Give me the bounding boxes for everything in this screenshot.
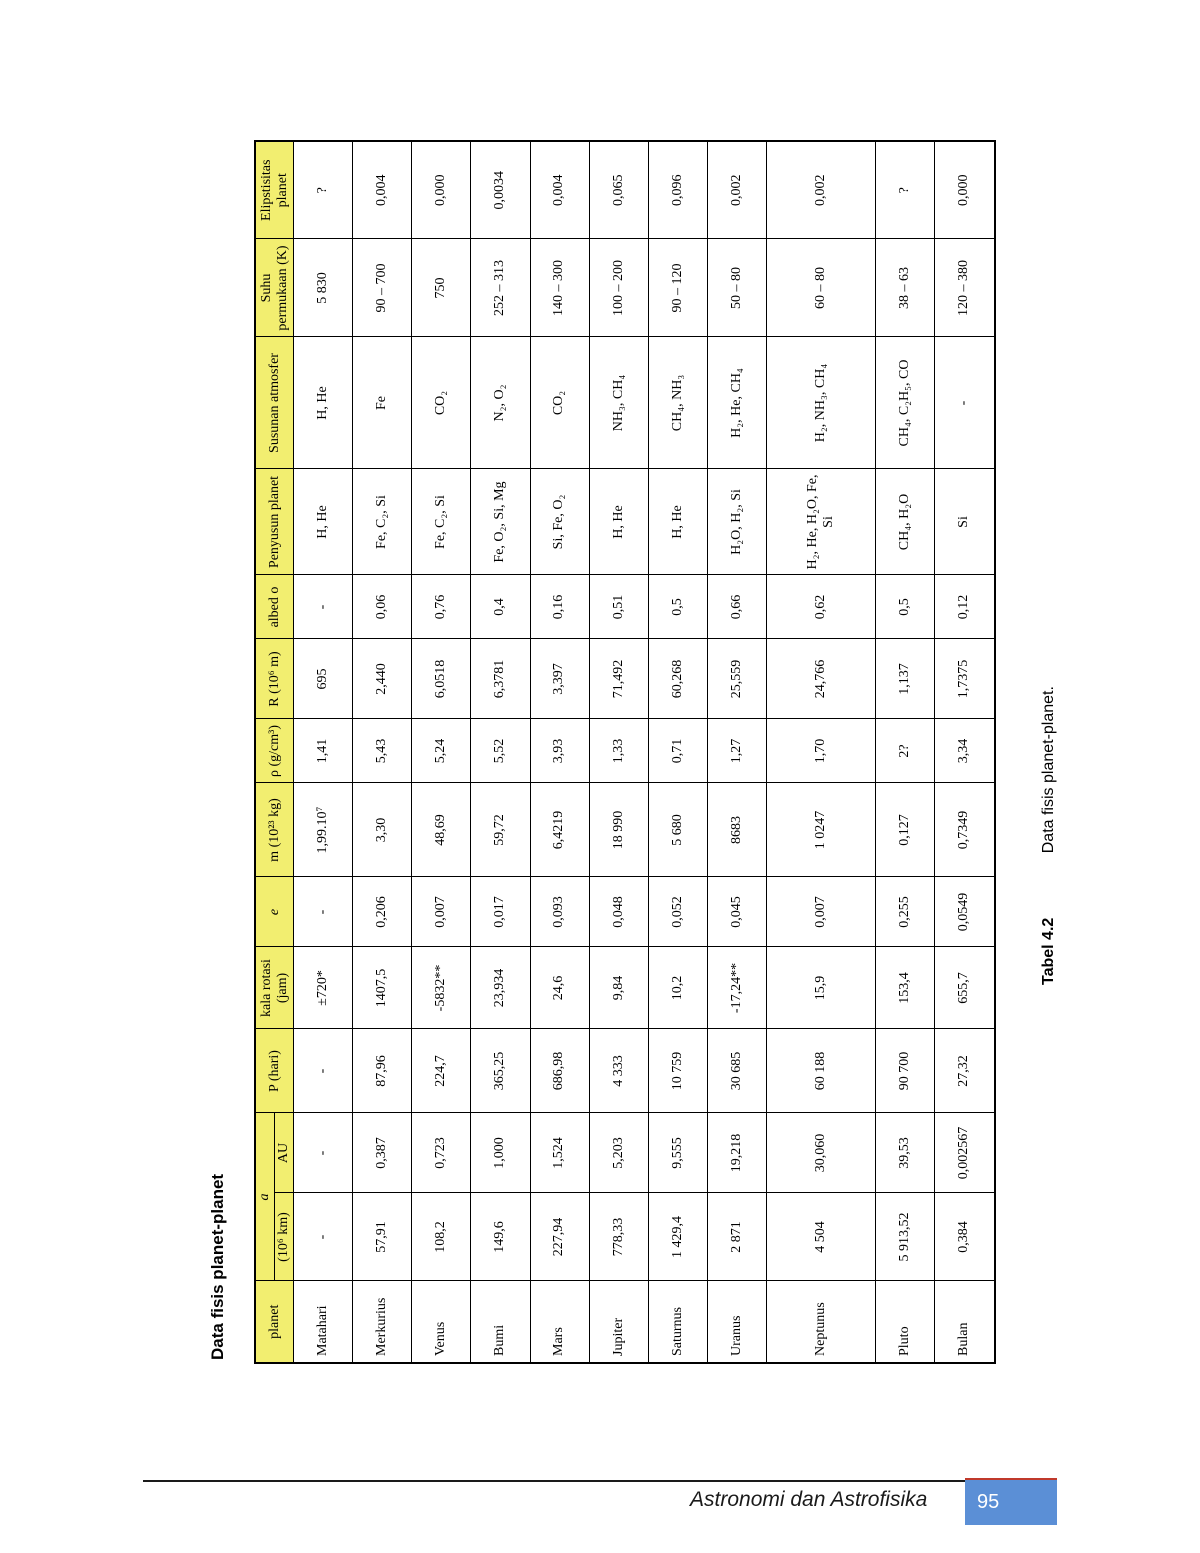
table-cell: 0,052	[648, 877, 707, 947]
table-cell: H₂, He, H₂O, Fe, Si	[766, 469, 875, 575]
table-body	[294, 141, 995, 1363]
table-row	[766, 141, 875, 1363]
table-cell: 6,3781	[471, 639, 530, 719]
table-cell: ?	[294, 141, 353, 239]
table-cell: 3,397	[530, 639, 589, 719]
page-number: 95	[965, 1480, 1057, 1525]
table-cell: -	[294, 1113, 353, 1193]
planet-name-cell: Pluto	[875, 1281, 934, 1363]
table-cell: H₂, He, CH₄	[707, 337, 766, 469]
table-cell: 39,53	[875, 1113, 934, 1193]
table-cell: NH₃, CH₄	[589, 337, 648, 469]
table-cell: 9,555	[648, 1113, 707, 1193]
table-cell: 1,524	[530, 1113, 589, 1193]
table-cell: -	[934, 337, 995, 469]
table-cell: H, He	[294, 469, 353, 575]
header-period: P (hari)	[255, 1029, 294, 1113]
table-cell: 2?	[875, 719, 934, 783]
table-cell: 0,723	[412, 1113, 471, 1193]
table-cell: 5,52	[471, 719, 530, 783]
table-cell: H₂, NH₃, CH₄	[766, 337, 875, 469]
table-cell: 0,62	[766, 575, 875, 639]
header-radius: R (10⁶ m)	[255, 639, 294, 719]
table-cell: 27,32	[934, 1029, 995, 1113]
table-cell: 365,25	[471, 1029, 530, 1113]
table-row	[471, 141, 530, 1363]
table-cell: 1,000	[471, 1113, 530, 1193]
table-cell: H, He	[294, 337, 353, 469]
table-cell: N₂, O₂	[471, 337, 530, 469]
table-cell: 0,0034	[471, 141, 530, 239]
table-cell: 5 913,52	[875, 1193, 934, 1281]
table-cell: 1 0247	[766, 783, 875, 877]
table-cell: 8683	[707, 783, 766, 877]
table-cell: 4 333	[589, 1029, 648, 1113]
table-cell: 1,27	[707, 719, 766, 783]
table-cell: 3,93	[530, 719, 589, 783]
table-cell: 0,206	[353, 877, 412, 947]
table-cell: 0,017	[471, 877, 530, 947]
table-cell: 153,4	[875, 947, 934, 1029]
table-cell: 57,91	[353, 1193, 412, 1281]
table-cell: 108,2	[412, 1193, 471, 1281]
table-row	[648, 141, 707, 1363]
table-cell: 38 – 63	[875, 239, 934, 337]
header-composition: Penyusun planet	[255, 469, 294, 575]
table-cell: 695	[294, 639, 353, 719]
table-cell: 5,43	[353, 719, 412, 783]
table-cell: 0,065	[589, 141, 648, 239]
table-cell: 655,7	[934, 947, 995, 1029]
planet-name-cell: Merkurius	[353, 1281, 412, 1363]
table-row	[707, 141, 766, 1363]
table-cell: 0,0549	[934, 877, 995, 947]
table-row	[589, 141, 648, 1363]
table-cell: -17,24**	[707, 947, 766, 1029]
table-cell: 15,9	[766, 947, 875, 1029]
table-cell: 2 871	[707, 1193, 766, 1281]
table-cell: Si, Fe, O₂	[530, 469, 589, 575]
table-cell: 227,94	[530, 1193, 589, 1281]
table-cell: 60 188	[766, 1029, 875, 1113]
table-cell: 149,6	[471, 1193, 530, 1281]
caption-text: Data fisis planet-planet.	[1040, 686, 1057, 854]
table-cell: 24,6	[530, 947, 589, 1029]
table-cell: 1,41	[294, 719, 353, 783]
table-cell: -	[294, 1193, 353, 1281]
table-cell: 4 504	[766, 1193, 875, 1281]
table-cell: 0,127	[875, 783, 934, 877]
table-cell: -	[294, 575, 353, 639]
table-cell: 6,0518	[412, 639, 471, 719]
table-cell: 9,84	[589, 947, 648, 1029]
table-cell: 87,96	[353, 1029, 412, 1113]
table-cell: 0,000	[934, 141, 995, 239]
table-row	[875, 141, 934, 1363]
table-cell: 30 685	[707, 1029, 766, 1113]
table-cell: 0,002567	[934, 1113, 995, 1193]
table-row	[294, 141, 353, 1363]
table-cell: 5,24	[412, 719, 471, 783]
table-cell: 686,98	[530, 1029, 589, 1113]
table-cell: 224,7	[412, 1029, 471, 1113]
table-cell: CO₂	[412, 337, 471, 469]
table-cell: -	[294, 877, 353, 947]
table-cell: 25,559	[707, 639, 766, 719]
table-cell: 1,70	[766, 719, 875, 783]
table-cell: Si	[934, 469, 995, 575]
table-cell: -5832**	[412, 947, 471, 1029]
table-cell: 19,218	[707, 1113, 766, 1193]
table-cell: -	[294, 1029, 353, 1113]
table-cell: 1,137	[875, 639, 934, 719]
header-density: ρ (g/cm³)	[255, 719, 294, 783]
planet-name-cell: Neptunus	[766, 1281, 875, 1363]
table-cell: 120 – 380	[934, 239, 995, 337]
table-cell: 3,30	[353, 783, 412, 877]
header-planet: planet	[255, 1281, 294, 1363]
header-a-au: AU	[275, 1113, 294, 1193]
header-temperature: Suhu permukaan (K)	[255, 239, 294, 337]
table-cell: 5,203	[589, 1113, 648, 1193]
table-cell: 3,34	[934, 719, 995, 783]
header-row-1	[255, 141, 275, 1363]
table-cell: 1407,5	[353, 947, 412, 1029]
footer-book-title: Astronomi dan Astrofisika	[690, 1488, 928, 1511]
table-cell: 90 – 120	[648, 239, 707, 337]
table-cell: 1,7375	[934, 639, 995, 719]
table-cell: 6,4219	[530, 783, 589, 877]
header-albedo: albed o	[255, 575, 294, 639]
table-cell: H, He	[648, 469, 707, 575]
table-cell: 0,255	[875, 877, 934, 947]
table-cell: 0,66	[707, 575, 766, 639]
table-cell: 1,99.10⁷	[294, 783, 353, 877]
header-eccentricity: e	[255, 877, 294, 947]
table-cell: 5 830	[294, 239, 353, 337]
table-cell: 71,492	[589, 639, 648, 719]
table-cell: 0,5	[875, 575, 934, 639]
table-cell: 10 759	[648, 1029, 707, 1113]
table-cell: 0,045	[707, 877, 766, 947]
table-cell: 0,007	[412, 877, 471, 947]
table-cell: 778,33	[589, 1193, 648, 1281]
footer-rule	[143, 1480, 965, 1482]
table-cell: 0,004	[530, 141, 589, 239]
table-cell: 0,12	[934, 575, 995, 639]
header-atmosphere: Susunan atmosfer	[255, 337, 294, 469]
table-cell: 0,000	[412, 141, 471, 239]
table-cell: Fe	[353, 337, 412, 469]
planet-name-cell: Bulan	[934, 1281, 995, 1363]
planet-name-cell: Bumi	[471, 1281, 530, 1363]
table-cell: 0,096	[648, 141, 707, 239]
table-cell: CH₄, C₂H₅, CO	[875, 337, 934, 469]
planet-name-cell: Venus	[412, 1281, 471, 1363]
table-cell: 5 680	[648, 783, 707, 877]
table-cell: 0,76	[412, 575, 471, 639]
table-cell: 90 700	[875, 1029, 934, 1113]
header-a: a	[255, 1113, 275, 1281]
header-ellipticity: Elipstisitas planet	[255, 141, 294, 239]
table-cell: 48,69	[412, 783, 471, 877]
table-cell: CH₄, NH₃	[648, 337, 707, 469]
table-cell: 750	[412, 239, 471, 337]
planet-data-table-container	[254, 146, 996, 1364]
table-row	[934, 141, 995, 1363]
table-cell: 59,72	[471, 783, 530, 877]
table-caption	[1040, 686, 1058, 985]
table-cell: 0,004	[353, 141, 412, 239]
table-row	[412, 141, 471, 1363]
planet-name-cell: Uranus	[707, 1281, 766, 1363]
table-cell: 60,268	[648, 639, 707, 719]
planet-data-table	[254, 140, 996, 1364]
table-cell: CO₂	[530, 337, 589, 469]
table-cell: 1 429,4	[648, 1193, 707, 1281]
table-cell: 1,33	[589, 719, 648, 783]
table-cell: 140 – 300	[530, 239, 589, 337]
table-cell: 60 – 80	[766, 239, 875, 337]
table-cell: 0,16	[530, 575, 589, 639]
table-cell: 0,002	[707, 141, 766, 239]
planet-name-cell: Mars	[530, 1281, 589, 1363]
planet-name-cell: Saturnus	[648, 1281, 707, 1363]
table-cell: 0,5	[648, 575, 707, 639]
table-cell: 0,06	[353, 575, 412, 639]
table-cell: 252 – 313	[471, 239, 530, 337]
table-cell: 0,002	[766, 141, 875, 239]
header-mass: m (10²³ kg)	[255, 783, 294, 877]
table-cell: H, He	[589, 469, 648, 575]
table-cell: ?	[875, 141, 934, 239]
table-cell: H₂O, H₂, Si	[707, 469, 766, 575]
table-cell: 0,71	[648, 719, 707, 783]
table-cell: 0,093	[530, 877, 589, 947]
table-cell: 0,4	[471, 575, 530, 639]
table-heading: Data fisis planet-planet	[208, 1173, 227, 1360]
table-cell: ±720*	[294, 947, 353, 1029]
table-cell: CH₄, H₂O	[875, 469, 934, 575]
table-cell: 0,7349	[934, 783, 995, 877]
header-rotation: kala rotasi (jam)	[255, 947, 294, 1029]
table-cell: 0,007	[766, 877, 875, 947]
table-cell: Fe, C₂, Si	[412, 469, 471, 575]
table-cell: 10,2	[648, 947, 707, 1029]
table-cell: 18 990	[589, 783, 648, 877]
table-cell: Fe, C₂, Si	[353, 469, 412, 575]
table-cell: 90 – 700	[353, 239, 412, 337]
table-cell: 0,51	[589, 575, 648, 639]
table-row	[353, 141, 412, 1363]
planet-name-cell: Matahari	[294, 1281, 353, 1363]
table-cell: 23,934	[471, 947, 530, 1029]
table-cell: 2,440	[353, 639, 412, 719]
table-cell: 50 – 80	[707, 239, 766, 337]
table-cell: 0,387	[353, 1113, 412, 1193]
table-row	[530, 141, 589, 1363]
table-cell: 24,766	[766, 639, 875, 719]
table-cell: 0,384	[934, 1193, 995, 1281]
caption-label: Tabel 4.2	[1040, 917, 1057, 985]
table-cell: Fe, O₂, Si, Mg	[471, 469, 530, 575]
header-a-km: (10⁶ km)	[275, 1193, 294, 1281]
table-cell: 30,060	[766, 1113, 875, 1193]
table-cell: 100 – 200	[589, 239, 648, 337]
table-cell: 0,048	[589, 877, 648, 947]
planet-name-cell: Jupiter	[589, 1281, 648, 1363]
